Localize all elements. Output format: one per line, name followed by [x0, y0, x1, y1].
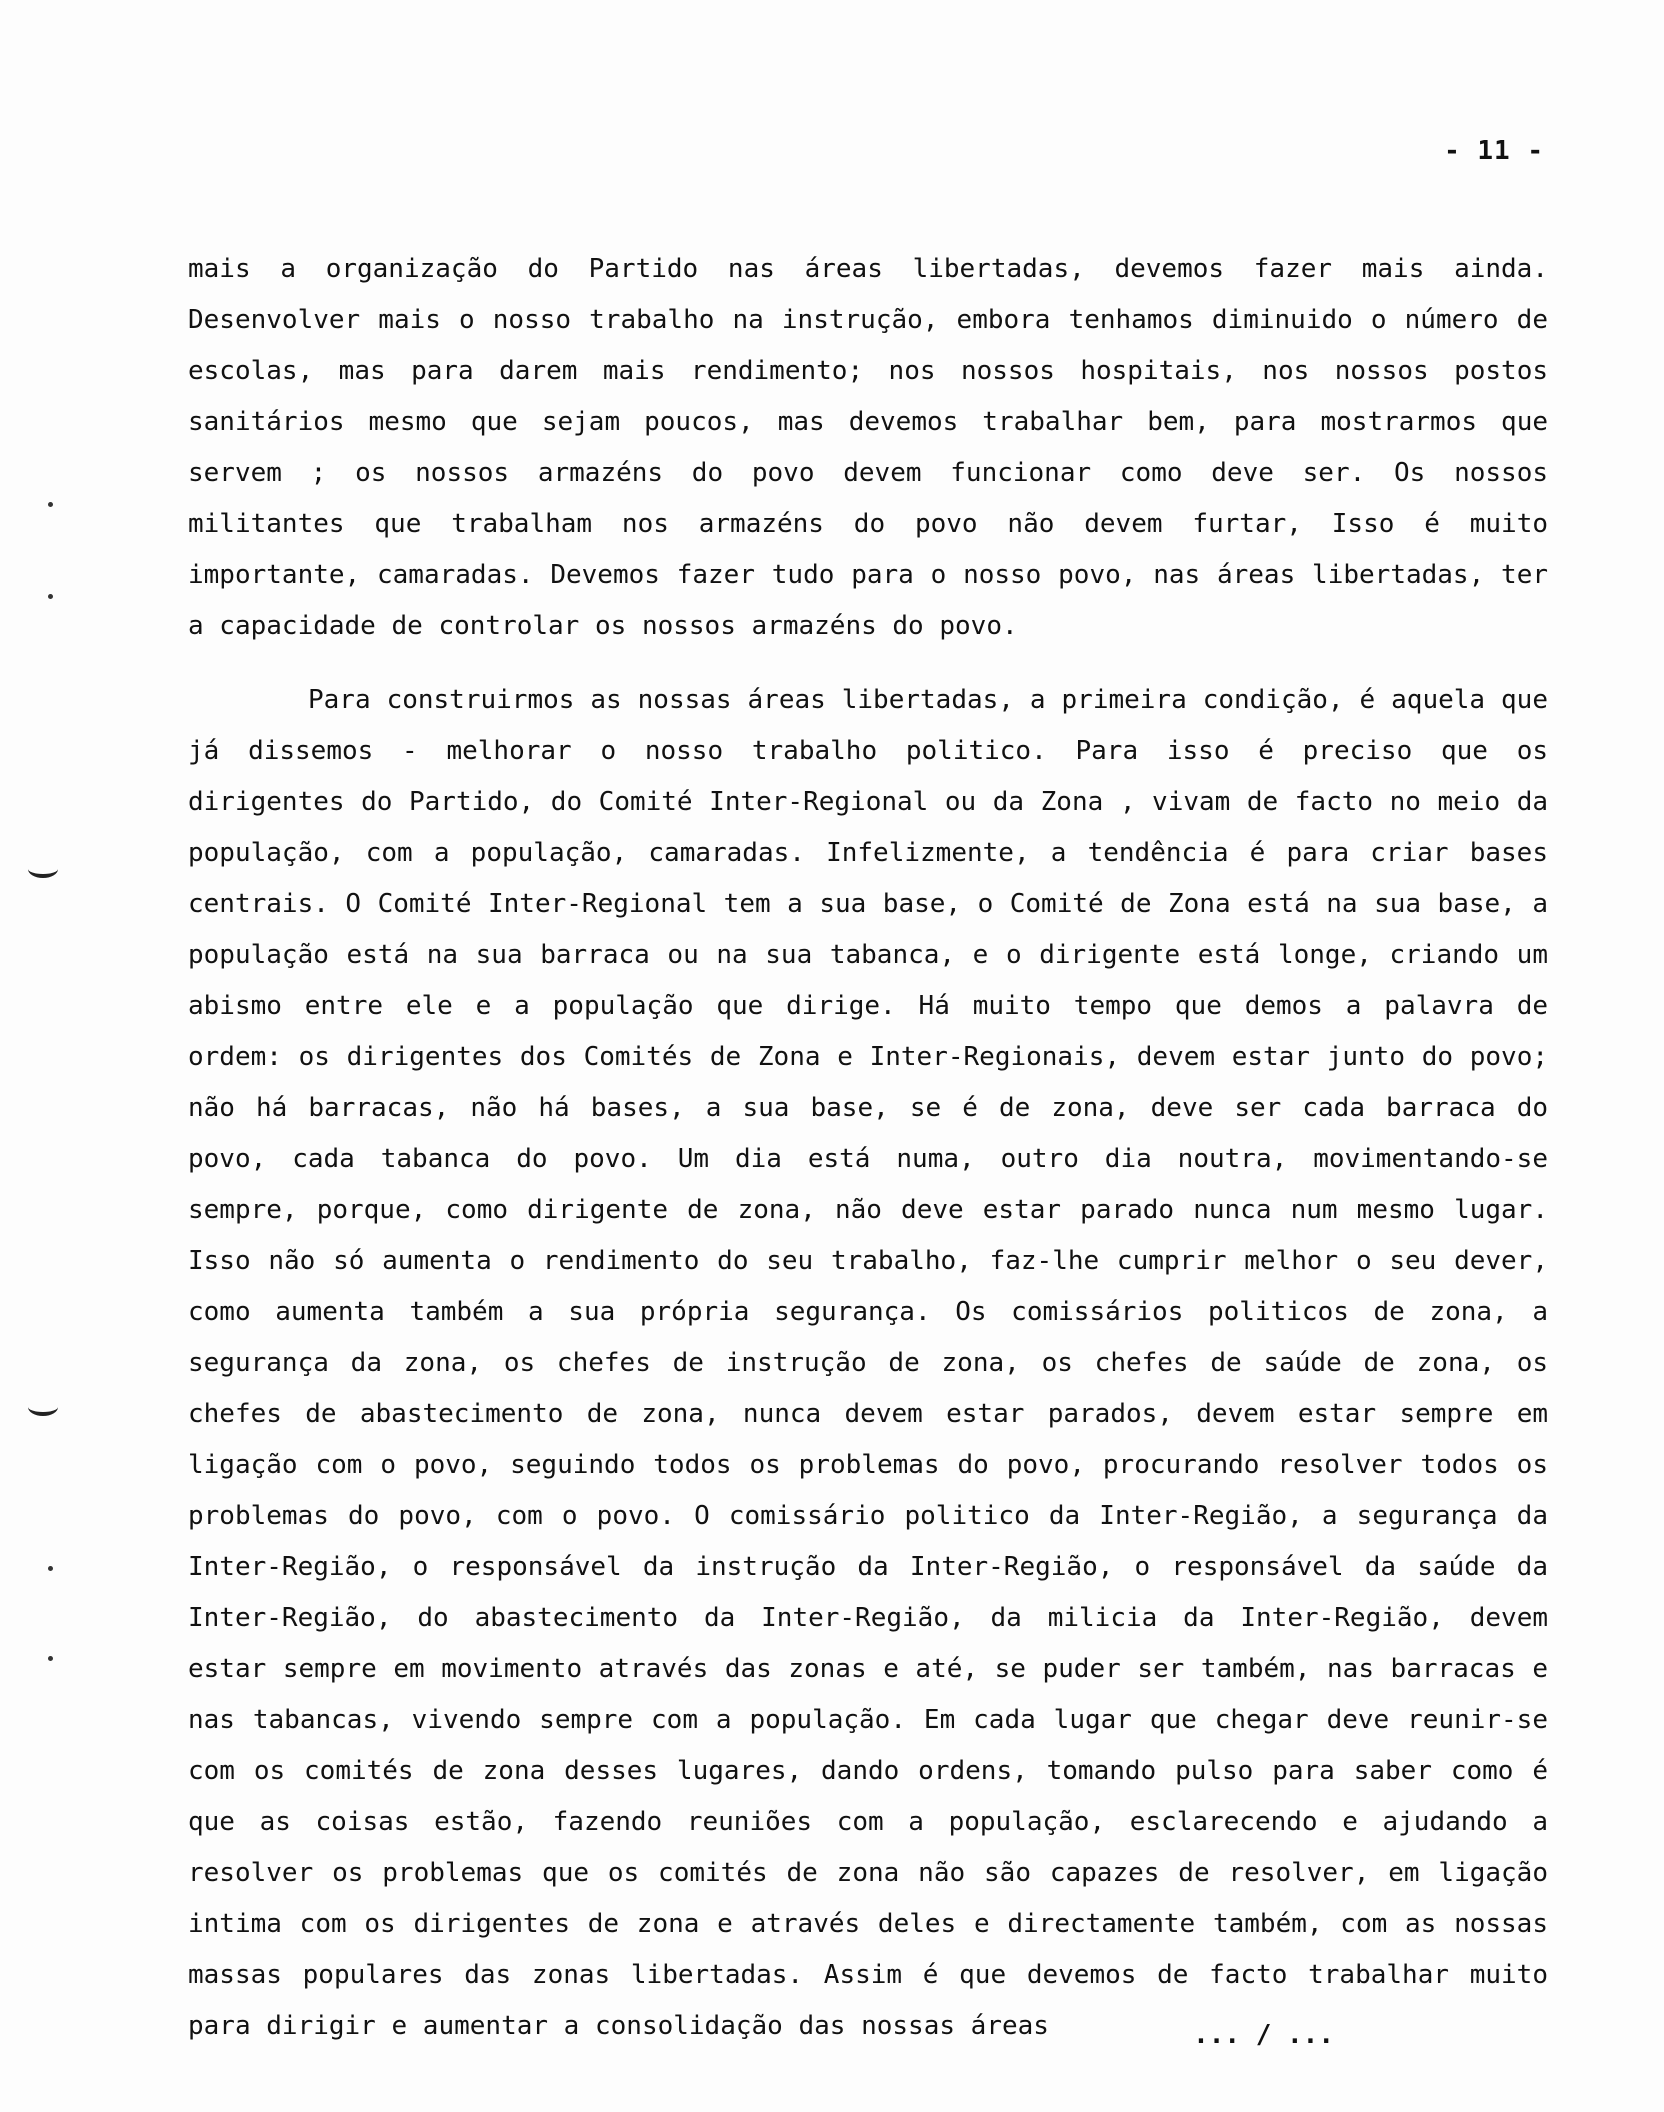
page-number: - 11 - — [1444, 136, 1544, 166]
paragraph-2: Para construirmos as nossas áreas libertadas, a primeira condição, é aquela que já dissemos - melhorar o nosso trabalho politico. Para isso é preciso que os dirigentes do Partido, do Comité Inter-Regional ou da Zona , vivam de facto no meio da população, com a população, camaradas. Infelizmente, a tendência é para criar bases centrais. O Comité Inter-Regional tem a sua base, o Comité de Zona está na sua base, a população está na sua barraca ou na sua tabanca, e o dirigente está longe, criando um abismo entre ele e a população que dirige. Há muito tempo que demos a palavra de ordem: os dirigentes dos Comités de Zona e Inter-Regionais, devem estar junto do povo; não há barracas, não há bases, a sua base, se é de zona, deve ser cada barraca do povo, cada tabanca do povo. Um dia está numa, outro dia noutra, movimentando-se sempre, porque, como dirigente de zona, não deve estar parado nunca num mesmo lugar. Isso não só aumenta o rendimento do seu trabalho, faz-lhe cumprir melhor o seu dever, como aumenta também a sua própria segurança. Os comissários politicos de zona, a segurança da zona, os chefes de instrução de zona, os chefes de saúde de zona, os chefes de abastecimento de zona, nunca devem estar parados, devem estar sempre em ligação com o povo, seguindo todos os problemas do povo, procurando resolver todos os problemas do povo, com o povo. O comissário politico da Inter-Região, a segurança da Inter-Região, o responsável da instrução da Inter-Região, o responsável da saúde da Inter-Região, do abastecimento da Inter-Região, da milicia da Inter-Região, devem estar sempre em movimento através das zonas e até, se puder ser também, nas barracas e nas tabancas, vivendo sempre com a população. Em cada lugar que chegar deve reunir-se com os comités de zona desses lugares, dando ordens, tomando pulso para saber como é que as coisas estão, fazendo reuniões com a população, esclarecendo e ajudando a resolver os problemas que os comités de zona não são capazes de resolver, em ligação intima com os dirigentes de zona e através deles e directamente também, com as nossas massas populares das zonas libertadas. Assim é que devemos de facto trabalhar muito para dirigir e aumentar a consolidação das nossas áreas — [188, 685, 1548, 2041]
scan-dot — [48, 594, 53, 599]
binding-mark — [28, 860, 58, 878]
paragraph-1: mais a organização do Partido nas áreas libertadas, devemos fazer mais ainda. Desenvolver mais o nosso trabalho na instrução, embora tenhamos diminuido o número de escolas, mas para darem mais rendimento; nos nossos hospitais, nos nossos postos sanitários mesmo que sejam poucos, mas devemos trabalhar bem, para mostrarmos que servem ; os nossos armazéns do povo devem funcionar como deve ser. Os nossos militantes que trabalham nos armazéns do povo não devem furtar, Isso é muito importante, camaradas. Devemos fazer tudo para o nosso povo, nas áreas libertadas, ter a capacidade de controlar os nossos armazéns do povo. — [188, 254, 1548, 641]
scan-dot — [48, 1656, 53, 1661]
scan-dot — [48, 502, 53, 507]
scan-dot — [48, 1566, 53, 1571]
continuation-mark: ... / ... — [1193, 2020, 1334, 2050]
binding-mark — [28, 1398, 58, 1416]
